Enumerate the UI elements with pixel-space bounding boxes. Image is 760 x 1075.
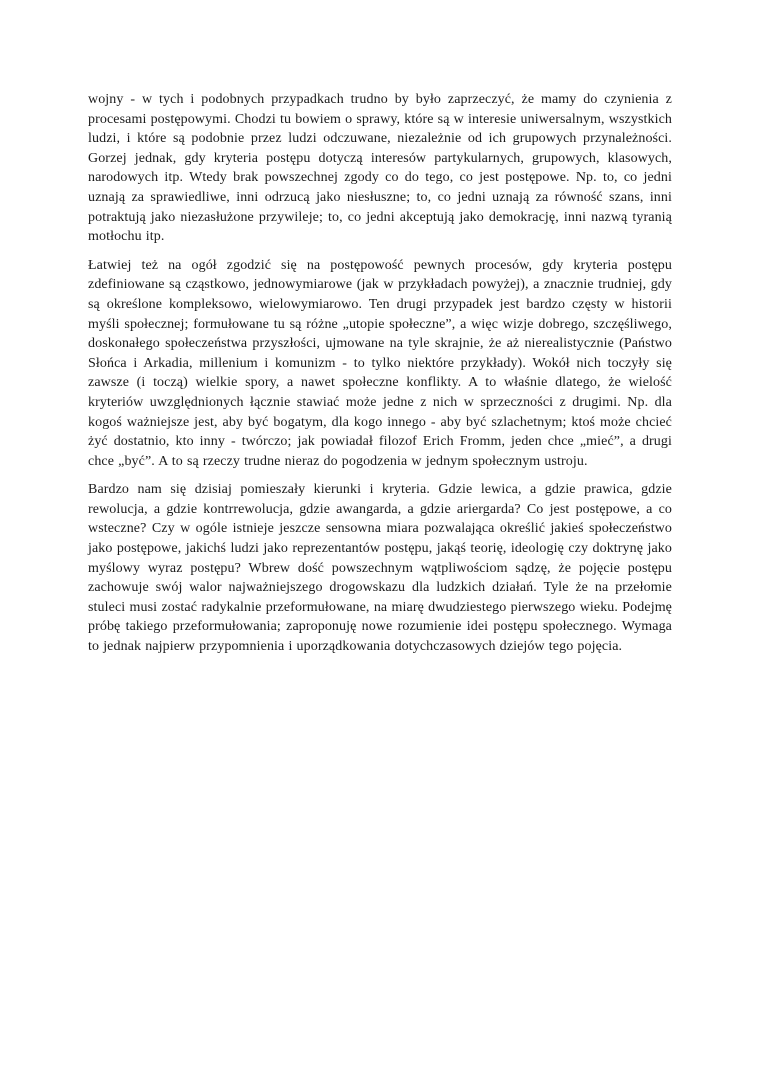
paragraph-1: wojny - w tych i podobnych przypadkach trudno by było zaprzeczyć, że mamy do czynienia z procesami postępowymi. Chodzi tu bowiem o sprawy, które są w interesie uniwersalnym, wszystkich ludzi, i które są podobnie przez ludzi odczuwane, niezależnie od ich grupowych przynależności. Gorzej jednak, gdy kryteria postępu dotyczą interesów partykularnych, grupowych, klasowych, narodowych itp. Wtedy brak powszechnej zgody co do tego, co jest postępowe. Np. to, co jedni uznają za sprawiedliwe, inni odrzucą jako niesłuszne; to, co jedni uznają za równość szans, inni potraktują jako niezasłużone przywileje; to, co jedni akceptują jako demokrację, inni nazwą tyranią motłochu itp. xyxy=(88,92,672,245)
paragraph-2: Łatwiej też na ogół zgodzić się na postępowość pewnych procesów, gdy kryteria postępu zdefiniowane są cząstkowo, jednowymiarowe (jak w przykładach powyżej), a znacznie trudniej, gdy są określone kompleksowo, wielowymiarowo. Ten drugi przypadek jest bardzo częsty w historii myśli społecznej; formułowane tu są różne „utopie społeczne”, a więc wizje dobrego, szczęśliwego, doskonałego społeczeństwa przyszłości, ujmowane na tyle skrajnie, że aż nierealistycznie (Państwo Słońca i Arkadia, millenium i komunizm - to tylko niektóre przykłady). Wokół nich toczyły się zawsze (i toczą) wielkie spory, a nawet społeczne konflikty. A to właśnie dlatego, że wielość kryteriów uwzględnionych łącznie stawiać może jedne z nich w sprzeczności z drugimi. Np. dla kogoś ważniejsze jest, aby być bogatym, dla kogo innego - aby być szlachetnym; ktoś może chcieć żyć dostatnio, kto inny - twórczo; jak powiadał filozof Erich Fromm, jeden chce „mieć”, a drugi chce „być”. A to są rzeczy trudne nieraz do pogodzenia w jednym społecznym ustroju. xyxy=(88,257,672,469)
paragraph-3: Bardzo nam się dzisiaj pomieszały kierunki i kryteria. Gdzie lewica, a gdzie prawica, gdzie rewolucja, a gdzie kontrrewolucja, gdzie awangarda, a gdzie ariergarda? Co jest postępowe, a co wsteczne? Czy w ogóle istnieje jeszcze sensowna miara pozwalająca określić jakieś społeczeństwo jako postępowe, jakichś ludzi jako reprezentantów postępu, jakąś teorię, ideologię czy doktrynę jako myślowy wyraz postępu? Wbrew dość powszechnym wątpliwościom sądzę, że pojęcie postępu zachowuje swój walor najważniejszego drogowskazu dla ludzkich działań. Tyle że na przełomie stuleci musi zostać radykalnie przeformułowane, na miarę dwudziestego pierwszego wieku. Podejmę próbę takiego przeformułowania; zaproponuję nowe rozumienie idei postępu społecznego. Wymaga to jednak najpierw przypomnienia i uporządkowania dotychczasowych dziejów tego pojęcia. xyxy=(88,482,672,655)
